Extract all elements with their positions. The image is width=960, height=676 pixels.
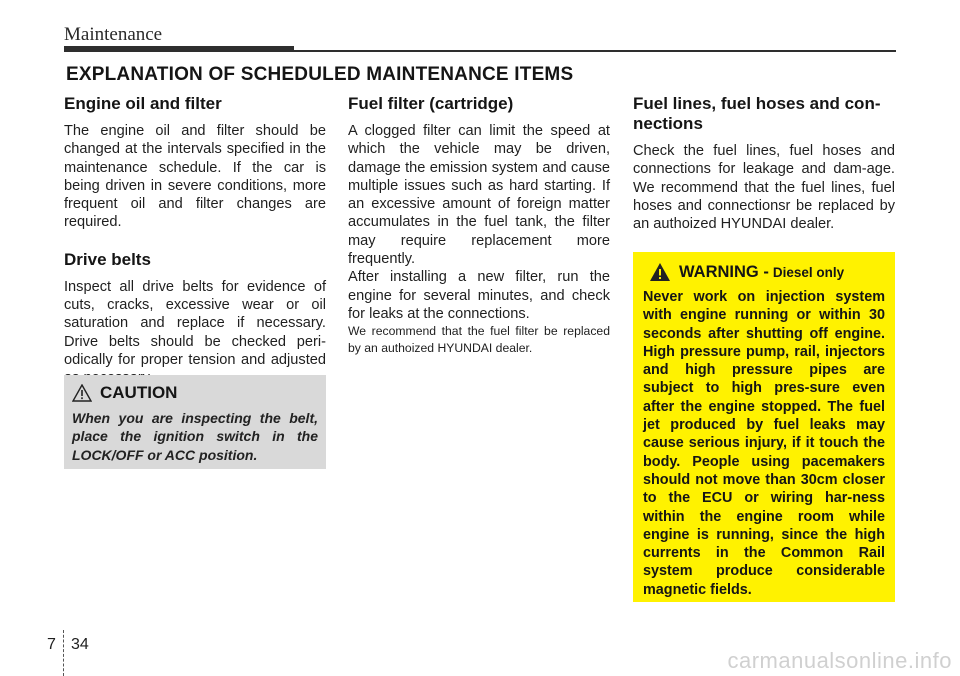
engine-oil-text: The engine oil and filter should be changed at the intervals specified in the maintenance schedule. If the car is being driven in severe conditions, more frequent oil and filter changes are required. — [64, 123, 326, 231]
fuel-lines-heading: Fuel lines, fuel hoses and con-nections — [633, 94, 881, 133]
drive-belts-heading: Drive belts — [64, 249, 151, 269]
header-title: Maintenance — [64, 24, 163, 45]
fuel-lines-text: Check the fuel lines, fuel hoses and connections for leakage and dam-age. We recommend that the fuel lines, fuel hoses and connectionsr be replaced by an authoized HYUNDAI dealer. — [633, 143, 895, 233]
caution-box — [64, 375, 326, 469]
column-right — [633, 94, 895, 233]
warning-title: WARNING - — [679, 262, 769, 281]
caution-title: CAUTION — [100, 383, 178, 402]
warning-subtitle: Diesel only — [772, 264, 845, 280]
fuel-filter-text-1: A clogged filter can limit the speed at which the vehicle may be driven, damage the emission system and cause multiple issues such as hard starting. If an excessive amount of foreign matter accumulates in the fuel tank, the filter may require replacement more frequently. — [348, 123, 610, 268]
caution-header — [72, 383, 318, 403]
page-number: 34 — [71, 636, 89, 653]
engine-oil-heading: Engine oil and filter — [64, 94, 222, 113]
section-title: EXPLANATION OF SCHEDULED MAINTENANCE ITEMS — [66, 64, 574, 85]
watermark: carmanualsonline.info — [727, 648, 952, 673]
chapter-number: 7 — [47, 636, 56, 653]
column-middle — [348, 94, 610, 357]
fuel-filter-text-3: We recommend that the fuel filter be replaced by an authoized HYUNDAI dealer. — [348, 324, 610, 356]
drive-belts-text: Inspect all drive belts for evidence of cuts, cracks, excessive wear or oil saturation and replace if necessary. Drive belts should be checked peri-odically for proper tension and adjusted — [64, 278, 326, 368]
fuel-filter-heading: Fuel filter (cartridge) — [348, 94, 514, 113]
warning-header — [649, 262, 885, 282]
header-rule — [294, 50, 896, 52]
page-number-divider — [63, 630, 64, 676]
warning-box — [633, 252, 895, 602]
header-bar — [64, 46, 294, 52]
caution-text: When you are inspecting the belt, place the ignition switch in the LOCK/OFF or ACC position. — [72, 410, 318, 463]
warning-text: Never work on injection system with engine running or within 30 seconds after shutting off engine. High pressure pump, rail, injectors and high pressure pipes are subject to high pres-sure even after the engine stopped. The fuel jet produced by fuel leaks may cause serious injury, if it touch the body. People using pacemakers should not move than 30cm closer to the ECU or wiring har-ness within the engine room while engine is running, since the high currents in the Common Rail system produce considerable magnetic fields. — [643, 289, 885, 598]
warning-triangle-icon — [649, 262, 671, 282]
fuel-filter-text-2: After installing a new filter, run the engine for several minutes, and check for leaks at the connections. — [348, 269, 610, 322]
caution-triangle-icon — [72, 384, 92, 402]
column-left — [64, 94, 326, 388]
